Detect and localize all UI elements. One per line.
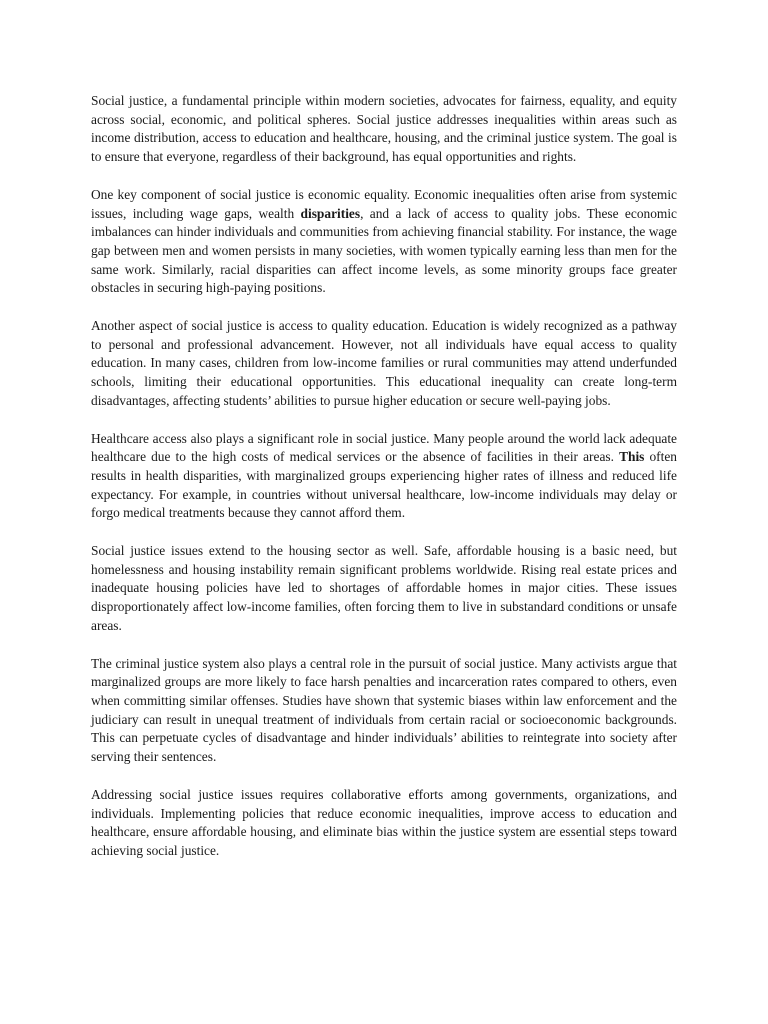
paragraph-4 [91, 430, 677, 524]
bold-text: disparities [300, 205, 361, 221]
paragraph-text: often results in health disparities, with marginalized groups experiencing higher rates of illness and reduced life expectancy. For example, in countries without universal healthcare, low-income individuals may delay or forgo medical treatments because they cannot afford them. [91, 449, 677, 521]
paragraph-7 [91, 786, 677, 861]
paragraph-text: Social justice issues extend to the housing sector as well. Safe, affordable housing is a basic need, but homelessness and housing instability remain significant problems worldwide. Rising real estate prices and inadequate housing policies have led to shortages of affordable homes in major cities. These issues disproportionately affect low-income families, often forcing them to live in substandard conditions or unsafe areas. [91, 543, 677, 633]
bold-text: This [619, 449, 645, 465]
paragraph-1 [91, 92, 677, 167]
paragraph-3 [91, 317, 677, 411]
document-body [91, 92, 677, 861]
paragraph-text: Another aspect of social justice is access to quality education. Education is widely recognized as a pathway to personal and professional advancement. However, not all individuals have equal access to quality education. In many cases, children from low-income families or rural communities may attend underfunded schools, limiting their educational opportunities. This educational inequality can create long-term disadvantages, affecting students’ abilities to pursue higher education or secure well-paying jobs. [91, 318, 677, 408]
paragraph-text: Social justice, a fundamental principle within modern societies, advocates for fairness, equality, and equity across social, economic, and political spheres. Social justice addresses inequalities within areas such as income distribution, access to education and healthcare, housing, and the criminal justice system. The goal is to ensure that everyone, regardless of their background, has equal opportunities and rights. [91, 93, 677, 165]
paragraph-text: , and a lack of access to quality jobs. These economic imbalances can hinder individuals and communities from achieving financial stability. For instance, the wage gap between men and women persists in many societies, with women typically earning less than men for the same work. Similarly, racial disparities can affect income levels, as some minority groups face greater obstacles in securing high-paying positions. [91, 205, 677, 296]
paragraph-text: One key component of social justice is economic equality. Economic inequalities often arise from systemic issues, including wage gaps, wealth [91, 186, 677, 221]
paragraph-text: The criminal justice system also plays a central role in the pursuit of social justice. Many activists argue that marginalized groups are more likely to face harsh penalties and incarceration rates compared to others, even when committing similar offenses. Studies have shown that systemic biases within law enforcement and the judiciary can result in unequal treatment of individuals from certain racial or socioeconomic backgrounds. This can perpetuate cycles of disadvantage and hinder individuals’ abilities to reintegrate into society after serving their sentences. [91, 655, 677, 765]
paragraph-text: Healthcare access also plays a significant role in social justice. Many people around the world lack adequate healthcare due to the high costs of medical services or the absence of facilities in their areas. [91, 430, 677, 465]
paragraph-text: Addressing social justice issues requires collaborative efforts among governments, organizations, and individuals. Implementing policies that reduce economic inequalities, improve access to education and healthcare, ensure affordable housing, and eliminate bias within the justice system are essential steps toward achieving social justice. [91, 786, 677, 858]
paragraph-2 [91, 186, 677, 298]
paragraph-6 [91, 655, 677, 767]
paragraph-5 [91, 542, 677, 636]
